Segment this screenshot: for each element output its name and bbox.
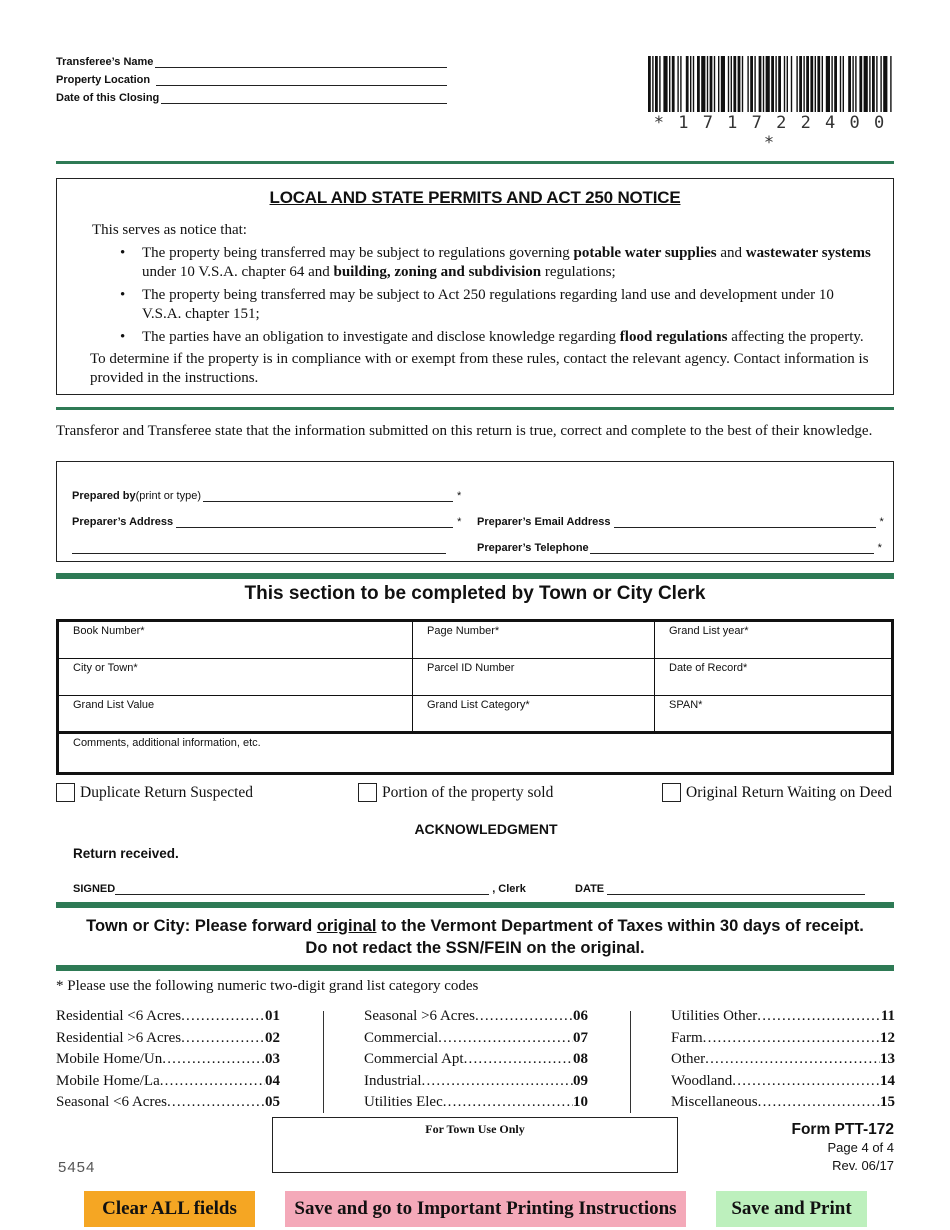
form-id: Form PTT-172 [791, 1121, 894, 1138]
barcode-bar [648, 56, 651, 112]
forward-notice-line1: Town or City: Please forward original to the Vermont Department of Taxes within 30 days of receipt. [86, 917, 864, 935]
barcode-bar [855, 56, 856, 112]
codes-column-3 [671, 1006, 895, 1114]
code-row [671, 1092, 895, 1114]
property-location-field[interactable]: Property Location [56, 68, 447, 86]
code-label: Other [671, 1051, 706, 1067]
doc-number: 5454 [58, 1159, 96, 1176]
barcode-bar [872, 56, 875, 112]
barcode-bar [763, 56, 764, 112]
code-row [671, 1028, 895, 1050]
save-instructions-button[interactable]: Save and go to Important Printing Instructions [285, 1191, 686, 1227]
leader-dots [181, 1006, 265, 1028]
barcode-bar [742, 56, 743, 112]
barcode-bar [848, 56, 851, 112]
code-label: Woodland [671, 1072, 733, 1089]
barcode-bar [747, 56, 748, 112]
code-label: Miscellaneous [671, 1094, 758, 1110]
header-fields [56, 50, 447, 104]
divider [56, 965, 894, 971]
barcode-bar [883, 56, 887, 112]
leader-dots [464, 1049, 573, 1071]
clear-all-button[interactable]: Clear ALL fields [84, 1191, 255, 1227]
save-print-button[interactable]: Save and Print [716, 1191, 867, 1227]
codes-intro: * Please use the following numeric two-digit grand list category codes [56, 978, 479, 994]
barcode-bar [799, 56, 802, 112]
code-number: 11 [880, 1008, 895, 1024]
barcode-bar [787, 56, 788, 112]
leader-dots [475, 1006, 573, 1028]
barcode-bar [750, 56, 753, 112]
leader-dots [732, 1071, 880, 1093]
code-number: 14 [880, 1072, 895, 1089]
barcode-bar [754, 56, 755, 112]
code-row [364, 1071, 588, 1093]
barcode-bar [710, 56, 713, 112]
code-number: 05 [265, 1094, 280, 1110]
barcode-bar [655, 56, 658, 112]
code-number: 07 [573, 1029, 588, 1046]
barcode-bar [677, 56, 678, 112]
notice-intro: This serves as notice that: [92, 222, 247, 238]
divider [56, 573, 894, 579]
grand-list-year-field[interactable]: Grand List year* [655, 621, 893, 659]
notice-bullet-act250: • The property being transferred may be subject to Act 250 regulations regarding land use and development under 10 V.S.A. chapter 151; [92, 286, 873, 324]
barcode-bar [693, 56, 694, 112]
forward-notice-line2: Do not redact the SSN/FEIN on the original. [305, 939, 645, 957]
transferee-name-field[interactable]: Transferee’s Name [56, 50, 447, 68]
barcode-bar [864, 56, 868, 112]
codes-column-1 [56, 1006, 280, 1114]
barcode-bar [778, 56, 781, 112]
code-label: Mobile Home/La [56, 1072, 160, 1089]
code-row [671, 1071, 895, 1093]
preparer-email-field[interactable]: Preparer’s Email Address * [477, 516, 884, 528]
barcode-bar [810, 56, 813, 112]
barcode [648, 56, 892, 112]
checkbox-box[interactable] [56, 783, 75, 802]
acknowledgment-title: ACKNOWLEDGMENT [414, 821, 558, 837]
town-use-only-box[interactable] [272, 1117, 678, 1173]
column-divider [323, 1011, 324, 1113]
leader-dots [438, 1028, 573, 1050]
leader-dots [705, 1049, 880, 1071]
barcode-bar [672, 56, 675, 112]
code-number: 06 [573, 1008, 588, 1024]
barcode-bar [890, 56, 891, 112]
code-row [56, 1092, 280, 1114]
leader-dots [422, 1071, 574, 1093]
date-line[interactable]: DATE [575, 880, 865, 895]
code-label: Utilities Other [671, 1008, 758, 1024]
truth-statement: Transferor and Transferee state that the information submitted on this return is true, correct and complete to the best of their knowledge. [56, 423, 873, 439]
code-label: Farm [671, 1029, 703, 1046]
leader-dots [703, 1028, 880, 1050]
column-divider [630, 1011, 631, 1113]
preparer-box [56, 461, 894, 562]
barcode-bar [733, 56, 736, 112]
notice-bullet-flood: • The parties have an obligation to investigate and disclose knowledge regarding flood regulations affecting the property. [92, 328, 873, 347]
city-or-town-field[interactable]: City or Town* [58, 659, 413, 696]
code-row [364, 1006, 588, 1028]
code-number: 12 [880, 1029, 895, 1046]
barcode-bar [714, 56, 715, 112]
barcode-bar [831, 56, 832, 112]
notice-body [57, 221, 893, 388]
barcode-bar [817, 56, 820, 112]
code-label: Utilities Elec [364, 1094, 443, 1110]
barcode-image [648, 56, 892, 112]
barcode-bar [852, 56, 853, 112]
barcode-bar [738, 56, 741, 112]
notice-closing: To determine if the property is in compliance with or exempt from these rules, contact the relevant agency. Contact information is provided in the instructions. [90, 351, 869, 386]
form-info [792, 1121, 895, 1175]
divider [56, 407, 894, 410]
code-row [56, 1006, 280, 1028]
codes-column-2 [364, 1006, 588, 1114]
code-number: 02 [265, 1029, 280, 1046]
barcode-bar [701, 56, 705, 112]
barcode-bar [669, 56, 670, 112]
barcode-bar [728, 56, 729, 112]
divider [56, 902, 894, 908]
barcode-bar [840, 56, 841, 112]
prepared-by-field[interactable]: Prepared by (print or type) * [72, 490, 462, 502]
leader-dots [757, 1006, 881, 1028]
notice-bullet-water: • The property being transferred may be subject to regulations governing potable water supplies and wastewater systems under 10 V.S.A. chapter 64 and building, zoning and subdivision regulations; [92, 244, 873, 282]
grand-list-category-field[interactable]: Grand List Category* [413, 696, 655, 733]
forward-notice [56, 915, 894, 959]
code-number: 04 [265, 1072, 280, 1089]
page-number: Page 4 of 4 [827, 1140, 894, 1155]
barcode-bar [843, 56, 844, 112]
barcode-bar [876, 56, 877, 112]
leader-dots [443, 1092, 573, 1114]
barcode-bar [663, 56, 667, 112]
revision: Rev. 06/17 [832, 1158, 894, 1173]
code-row [364, 1092, 588, 1114]
barcode-bar [834, 56, 837, 112]
barcode-bar [806, 56, 809, 112]
barcode-bar [652, 56, 653, 112]
permits-notice-box [56, 178, 894, 395]
date-of-record-field[interactable]: Date of Record* [655, 659, 893, 696]
duplicate-return-checkbox[interactable]: Duplicate Return Suspected [56, 783, 253, 802]
barcode-bar [690, 56, 691, 112]
barcode-bar [869, 56, 870, 112]
code-row [56, 1071, 280, 1093]
code-number: 13 [880, 1051, 895, 1067]
barcode-bar [697, 56, 700, 112]
barcode-bar [721, 56, 725, 112]
portion-sold-checkbox[interactable]: Portion of the property sold [358, 783, 553, 802]
town-use-only-label: For Town Use Only [425, 1122, 525, 1136]
clerk-section-title: This section to be completed by Town or City Clerk [244, 583, 706, 604]
return-received-label: Return received. [73, 846, 179, 861]
code-number: 15 [880, 1094, 895, 1110]
leader-dots [162, 1049, 265, 1071]
barcode-bar [826, 56, 830, 112]
barcode-bar [822, 56, 823, 112]
preparer-address-field[interactable]: Preparer’s Address * [72, 516, 462, 528]
code-number: 01 [265, 1008, 280, 1024]
barcode-bar [707, 56, 708, 112]
barcode-bar [686, 56, 689, 112]
clerk-record-table [56, 619, 894, 775]
code-row [364, 1028, 588, 1050]
barcode-bar [659, 56, 660, 112]
code-label: Seasonal <6 Acres [56, 1094, 167, 1110]
code-row [364, 1049, 588, 1071]
page-number-field[interactable]: Page Number* [413, 621, 655, 659]
code-number: 09 [573, 1072, 588, 1089]
barcode-bar [731, 56, 732, 112]
code-row [56, 1049, 280, 1071]
barcode-bar [775, 56, 776, 112]
barcode-bar [784, 56, 785, 112]
span-field[interactable]: SPAN* [655, 696, 893, 733]
barcode-bar [815, 56, 816, 112]
code-number: 03 [265, 1051, 280, 1067]
preparer-address-line2[interactable] [72, 538, 446, 554]
barcode-bar [771, 56, 774, 112]
divider [56, 161, 894, 164]
code-row [671, 1049, 895, 1071]
leader-dots [758, 1092, 880, 1114]
code-label: Seasonal >6 Acres [364, 1008, 475, 1024]
checkbox-box[interactable] [662, 783, 681, 802]
book-number-field[interactable]: Book Number* [58, 621, 413, 659]
code-label: Commercial Apt [364, 1051, 464, 1067]
closing-date-field[interactable]: Date of this Closing [56, 86, 447, 104]
checkbox-box[interactable] [358, 783, 377, 802]
code-label: Commercial [364, 1029, 439, 1046]
barcode-bar [803, 56, 804, 112]
original-waiting-checkbox[interactable]: Original Return Waiting on Deed [662, 783, 892, 802]
code-label: Industrial [364, 1072, 422, 1089]
code-row [56, 1028, 280, 1050]
barcode-bar [859, 56, 862, 112]
barcode-number: * 1 7 1 7 2 2 4 0 0 * [653, 113, 887, 153]
barcode-bar [718, 56, 719, 112]
code-label: Residential <6 Acres [56, 1008, 182, 1024]
barcode-bar [880, 56, 881, 112]
code-label: Residential >6 Acres [56, 1029, 182, 1046]
code-label: Mobile Home/Un [56, 1051, 163, 1067]
notice-title: LOCAL AND STATE PERMITS AND ACT 250 NOTICE [269, 188, 681, 207]
barcode-bar [680, 56, 681, 112]
code-number: 08 [573, 1051, 588, 1067]
code-row [671, 1006, 895, 1028]
grand-list-value-field[interactable]: Grand List Value [58, 696, 413, 733]
parcel-id-field[interactable]: Parcel ID Number [413, 659, 655, 696]
leader-dots [160, 1071, 265, 1093]
barcode-bar [759, 56, 762, 112]
leader-dots [167, 1092, 265, 1114]
barcode-bar [791, 56, 792, 112]
leader-dots [181, 1028, 265, 1050]
barcode-bar [796, 56, 797, 112]
code-number: 10 [573, 1094, 588, 1110]
signed-line[interactable]: SIGNED , Clerk [73, 883, 526, 895]
comments-field[interactable]: Comments, additional information, etc. [58, 733, 893, 774]
barcode-bar [766, 56, 770, 112]
preparer-telephone-field[interactable]: Preparer’s Telephone * [477, 542, 882, 554]
